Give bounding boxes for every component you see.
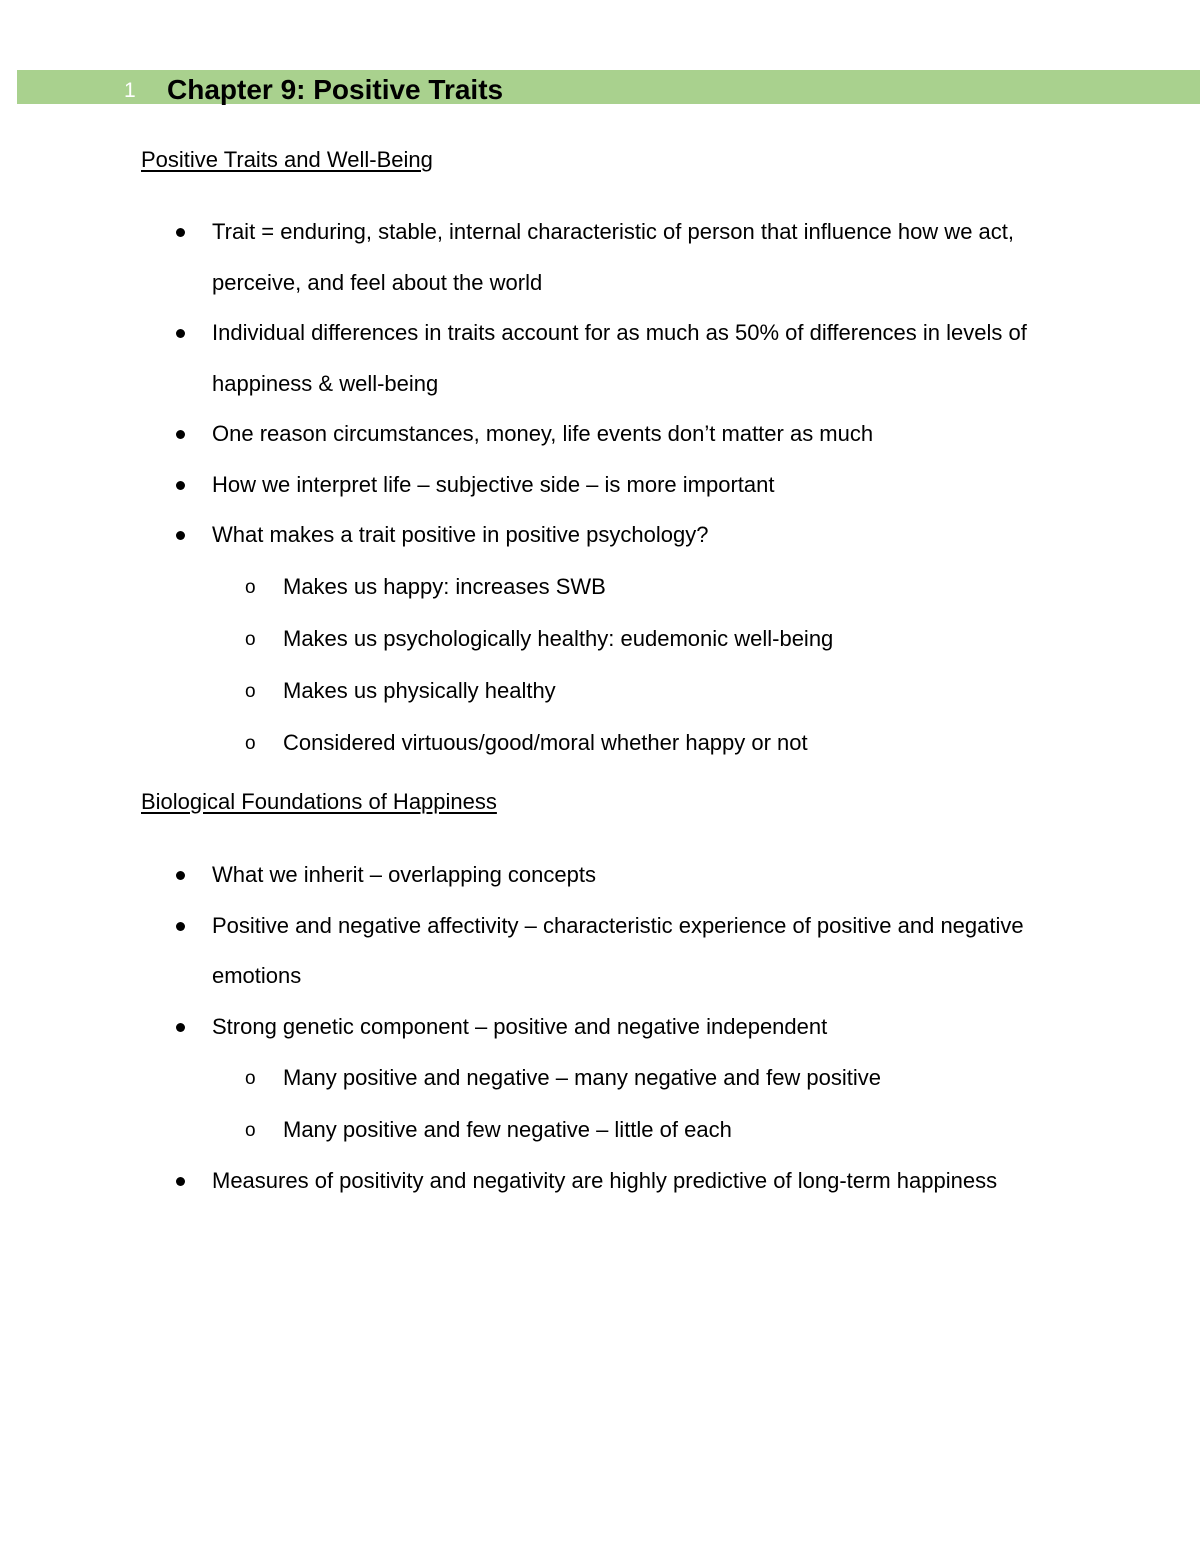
bullet-text: Positive and negative affectivity – characteristic experience of positive and negative emotions bbox=[212, 912, 1024, 988]
sub-bullet-list bbox=[212, 561, 1060, 769]
sub-bullet-item bbox=[0, 1104, 1060, 1156]
chapter-number: 1 bbox=[124, 79, 136, 102]
bullet-dot-icon bbox=[176, 228, 185, 237]
sub-bullet-item bbox=[0, 1052, 1060, 1104]
bullet-dot-icon bbox=[176, 329, 185, 338]
sub-bullet-item bbox=[0, 561, 1060, 613]
hollow-circle-bullet-icon: o bbox=[245, 1068, 256, 1089]
chapter-title: Chapter 9: Positive Traits bbox=[167, 74, 504, 105]
bullet-list-biological-foundations bbox=[0, 850, 1200, 1207]
section-heading-biological-foundations: Biological Foundations of Happiness bbox=[141, 789, 497, 814]
sub-bullet-text: Many positive and negative – many negative and few positive bbox=[283, 1065, 882, 1090]
bullet-item bbox=[0, 901, 1200, 1002]
sub-bullet-text: Many positive and few negative – little of each bbox=[283, 1117, 732, 1142]
bullet-list-positive-traits bbox=[0, 207, 1200, 769]
section-heading-positive-traits: Positive Traits and Well-Being bbox=[141, 147, 433, 172]
sub-bullet-text: Makes us psychologically healthy: eudemonic well-being bbox=[283, 625, 834, 651]
bullet-dot-icon bbox=[176, 531, 185, 540]
bullet-item bbox=[0, 308, 1200, 409]
sub-bullet-text: Makes us physically healthy bbox=[283, 677, 556, 703]
bullet-text: Individual differences in traits account for as much as 50% of differences in levels of happiness & well-being bbox=[212, 320, 1027, 396]
bullet-dot-icon bbox=[176, 871, 185, 880]
hollow-circle-bullet-icon: o bbox=[245, 1120, 256, 1141]
bullet-dot-icon bbox=[176, 430, 185, 439]
bullet-dot-icon bbox=[176, 1177, 185, 1186]
bullet-item bbox=[0, 1002, 1200, 1157]
bullet-text: Trait = enduring, stable, internal characteristic of person that influence how we act, perceive, and feel about the world bbox=[212, 219, 1015, 295]
bullet-text: One reason circumstances, money, life events don’t matter as much bbox=[212, 421, 874, 446]
bullet-item bbox=[0, 409, 1200, 460]
sub-bullet-list bbox=[212, 1052, 1060, 1156]
sub-bullet-text: Makes us happy: increases SWB bbox=[283, 573, 606, 599]
bullet-dot-icon bbox=[176, 922, 185, 931]
bullet-item bbox=[0, 1156, 1200, 1207]
bullet-dot-icon bbox=[176, 1023, 185, 1032]
bullet-item bbox=[0, 510, 1200, 769]
bullet-item bbox=[0, 207, 1200, 308]
bullet-text: Measures of positivity and negativity are highly predictive of long-term happiness bbox=[212, 1168, 998, 1193]
bullet-text: What makes a trait positive in positive psychology? bbox=[212, 522, 709, 547]
hollow-circle-bullet-icon: o bbox=[245, 680, 256, 702]
bullet-item bbox=[0, 460, 1200, 511]
hollow-circle-bullet-icon: o bbox=[245, 732, 256, 754]
sub-bullet-item bbox=[0, 717, 1060, 769]
bullet-item bbox=[0, 850, 1200, 901]
sub-bullet-text: Considered virtuous/good/moral whether happy or not bbox=[283, 729, 808, 755]
bullet-dot-icon bbox=[176, 481, 185, 490]
bullet-text: What we inherit – overlapping concepts bbox=[212, 862, 596, 887]
hollow-circle-bullet-icon: o bbox=[245, 628, 256, 650]
bullet-text: Strong genetic component – positive and negative independent bbox=[212, 1013, 828, 1039]
bullet-text: How we interpret life – subjective side – is more important bbox=[212, 471, 775, 497]
hollow-circle-bullet-icon: o bbox=[245, 576, 256, 598]
sub-bullet-item bbox=[0, 613, 1060, 665]
sub-bullet-item bbox=[0, 665, 1060, 717]
